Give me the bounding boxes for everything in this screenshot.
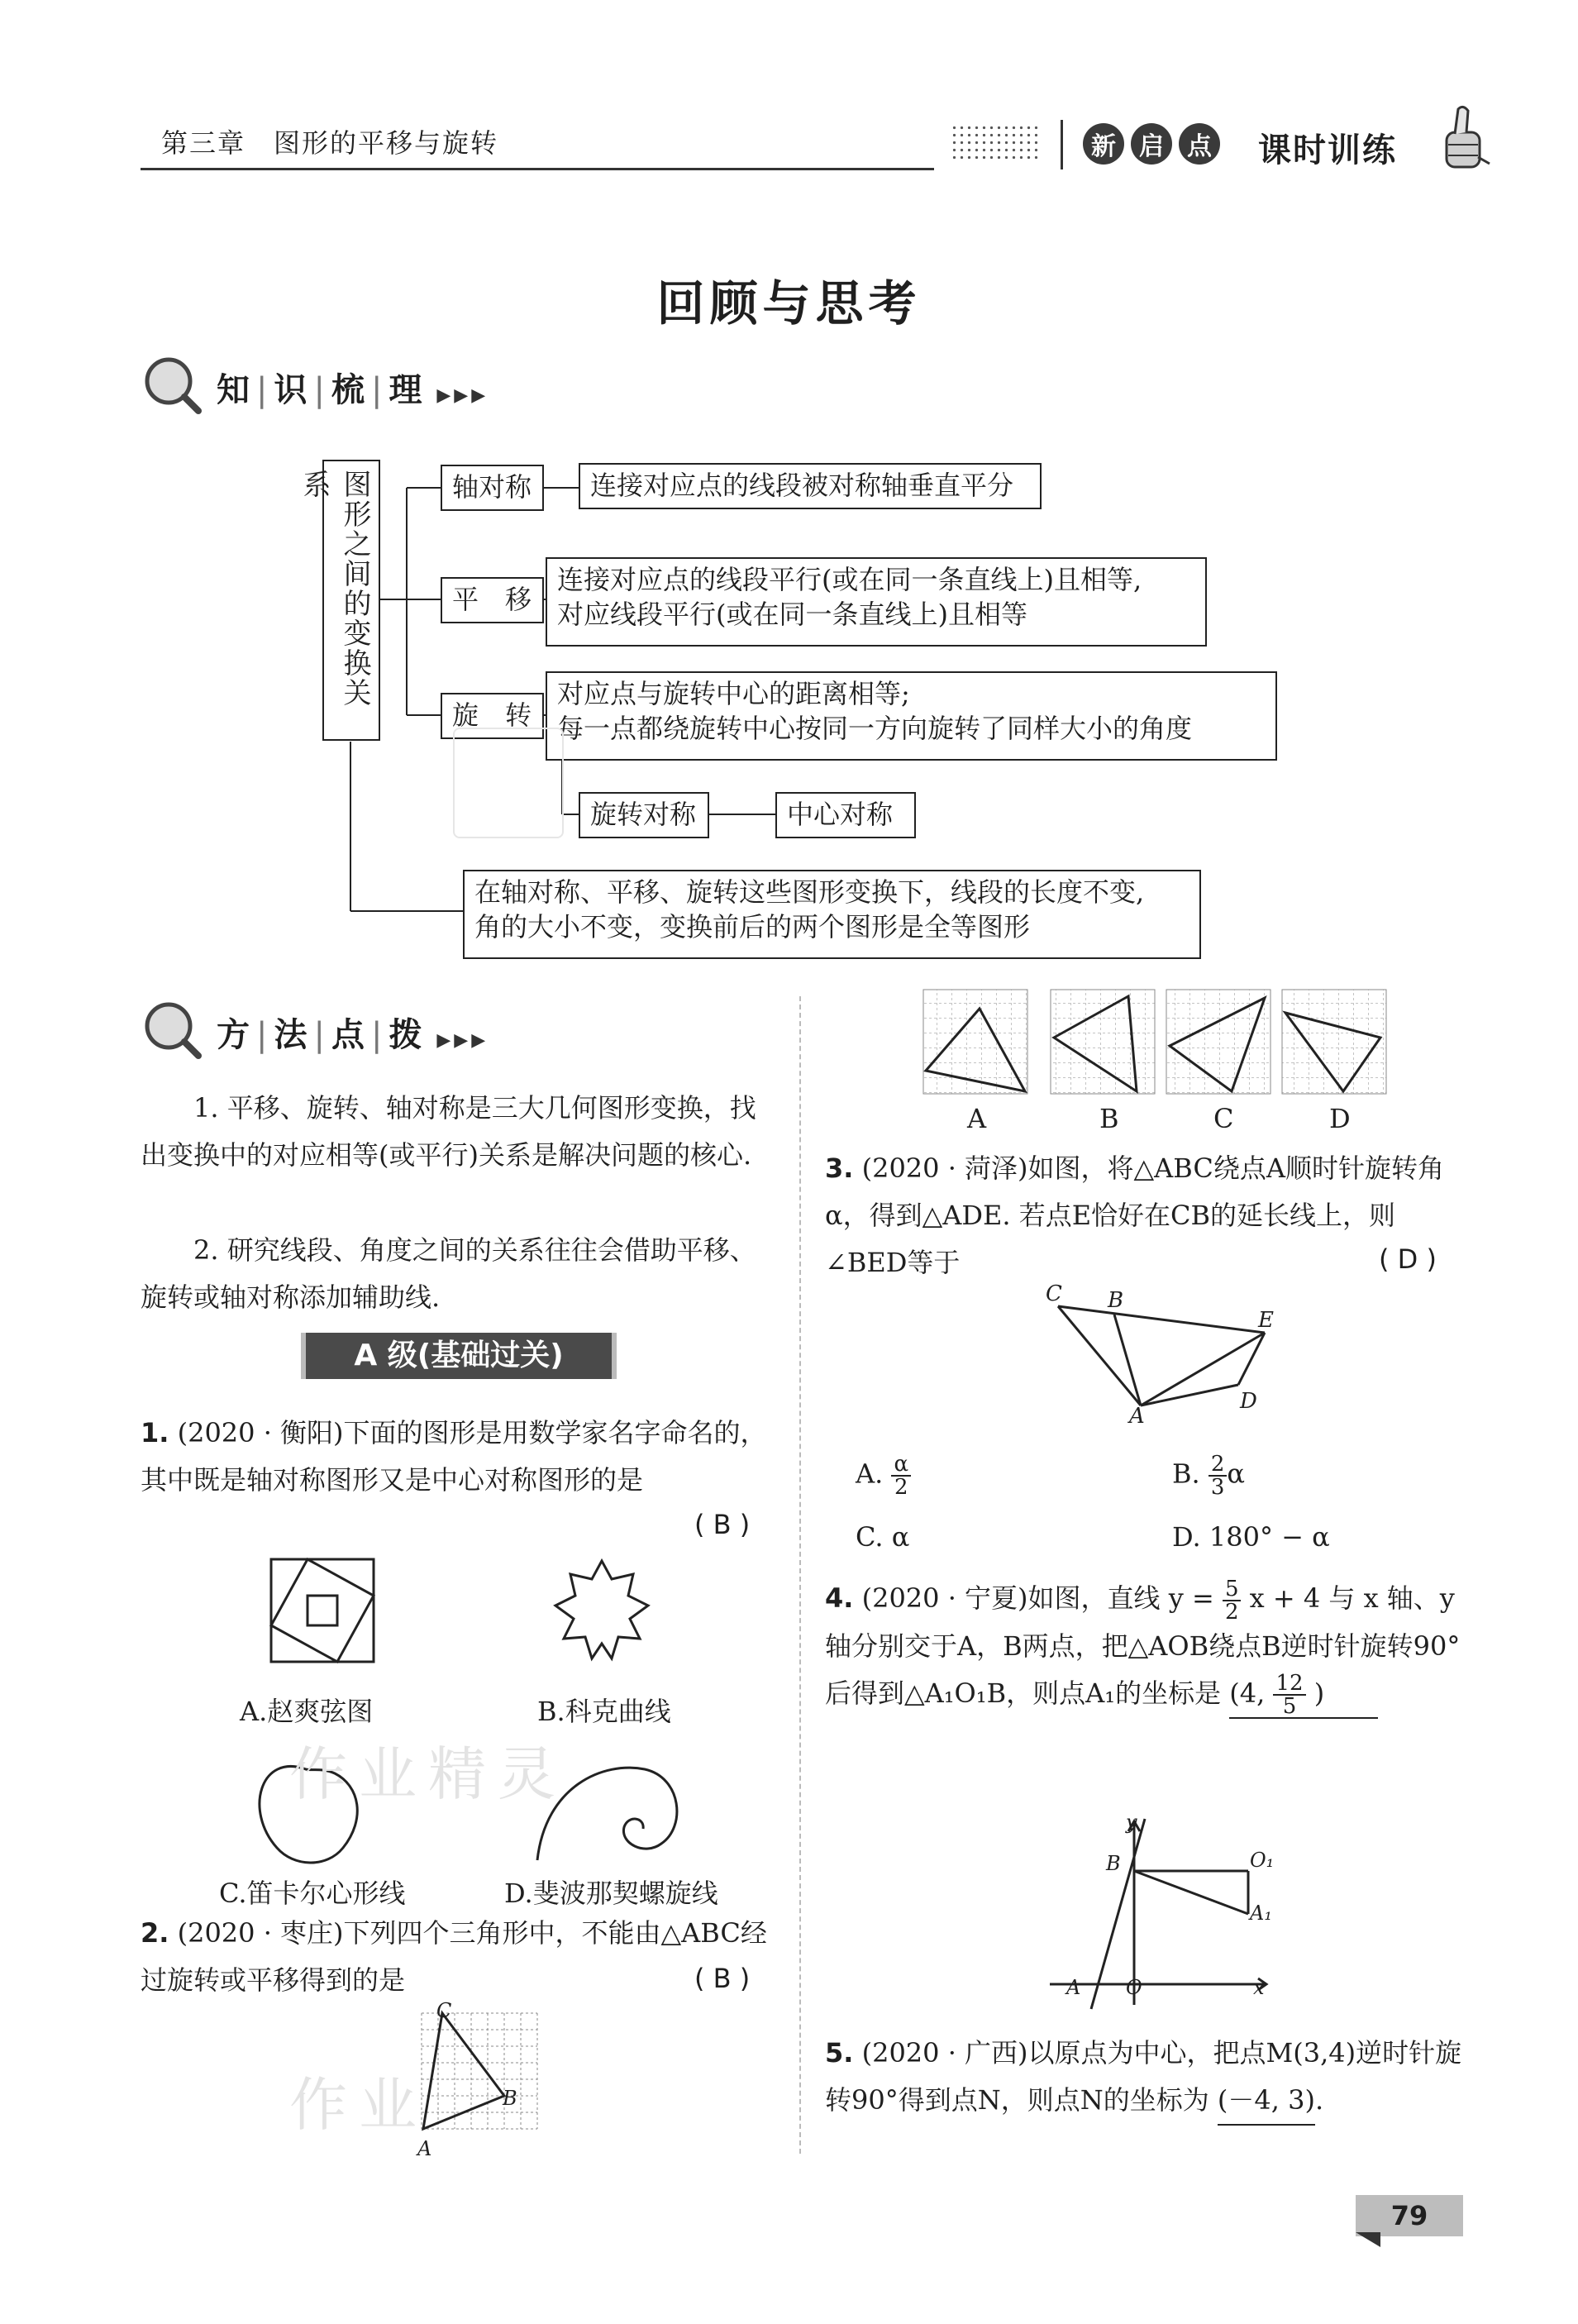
brand-char-2: 启: [1131, 123, 1172, 165]
section1-char-1: 知: [217, 371, 251, 409]
q2-number: 2.: [141, 1917, 169, 1949]
q3-text: (2020 · 菏泽)如图，将△ABC绕点A顺时针旋转角α，得到△ADE. 若点E恰好在CB的延长线上，则∠BED等于: [825, 1152, 1444, 1278]
brand-char-1: 新: [1083, 123, 1124, 165]
q3-opt-b-num: 2: [1209, 1453, 1228, 1477]
brand-char-3: 点: [1179, 123, 1220, 165]
q3-opt-a-den: 2: [894, 1475, 908, 1500]
section2-char-4: 拨: [389, 1016, 424, 1054]
q3-option-d: D. 180° − α: [1172, 1521, 1330, 1553]
q2-choice-b: B: [1099, 1103, 1119, 1134]
method-paragraph-1: 1. 平移、旋转、轴对称是三大几何图形变换，找出变换中的对应相等(或平行)关系是解决问题的核心.: [141, 1092, 756, 1171]
q4-label-b: B: [1106, 1852, 1121, 1875]
section2-char-1: 方: [217, 1016, 251, 1054]
q2-choice-c: C: [1213, 1103, 1234, 1134]
q4-text-b: x + 4 与 x 轴、y 轴分别交于A，B两点，把△AOB绕点B逆时针旋转90°后得到△A₁O₁B，则点A₁的坐标是: [825, 1582, 1461, 1709]
q2-label-a: A: [417, 2137, 432, 2160]
question-1: [141, 1410, 777, 1504]
question-3: [825, 1145, 1466, 1286]
q4-label-a1: A₁: [1250, 1902, 1272, 1925]
concept-axis-desc: 连接对应点的线段被对称轴垂直平分: [579, 463, 1042, 509]
q3-opt-a-label: A.: [856, 1458, 884, 1490]
q4-answer: [1229, 1670, 1378, 1720]
q4-label-o1: O₁: [1250, 1849, 1275, 1872]
column-divider: [799, 996, 801, 2154]
q4-label-a: A: [1066, 1976, 1081, 1999]
watermark-1: 作业精灵: [289, 1740, 567, 1808]
q5-text: (2020 · 广西)以原点为中心，把点M(3,4)逆时针旋转90°得到点N，则点N的坐标为: [825, 2037, 1462, 2116]
section2-char-2: 法: [274, 1016, 309, 1054]
translate-desc-line1: 连接对应点的线段平行(或在同一条直线上)且相等,: [557, 564, 1142, 595]
level-a-banner: A 级(基础过关): [306, 1333, 612, 1379]
q4-text-a: (2020 · 宁夏)如图，直线 y =: [861, 1582, 1214, 1614]
q2-choice-d: D: [1329, 1103, 1351, 1134]
q3-opt-b-den: 3: [1210, 1475, 1225, 1500]
q3-label-b: B: [1108, 1288, 1124, 1313]
question-5: 5. (2020 · 广西)以原点为中心，把点M(3,4)逆时针旋转90°得到点N，则点N的坐标为 (－4, 3).: [825, 2030, 1466, 2126]
q1-option-c: C.笛卡尔心形线: [219, 1878, 406, 1909]
q3-opt-b-frac: [1209, 1453, 1228, 1498]
concept-translate-label: 平 移: [441, 577, 544, 623]
q2-choice-figures: [922, 988, 1401, 1095]
concept-axis-label: 轴对称: [441, 465, 544, 511]
section-knowledge-title: 知 | 识 | 梳 | 理 ▶▶▶: [217, 371, 489, 409]
summary-line1: 在轴对称、平移、旋转这些图形变换下，线段的长度不变,: [474, 876, 1145, 908]
q3-option-b: [1172, 1453, 1245, 1498]
q1-option-d: D.斐波那契螺旋线: [504, 1878, 718, 1909]
concept-root: 图形之间的变换关系: [322, 460, 380, 741]
q3-label-c: C: [1046, 1281, 1062, 1306]
summary-line2: 角的大小不变，变换前后的两个图形是全等图形: [474, 911, 1031, 942]
q4-ans-a: (4,: [1229, 1677, 1266, 1709]
section1-char-3: 梳: [331, 371, 366, 409]
concept-translate-desc: [546, 557, 1207, 647]
q5-answer: (－4, 3): [1218, 2077, 1315, 2126]
q1-answer: ( B ): [694, 1509, 751, 1540]
q4-label-y: y: [1126, 1811, 1137, 1834]
q1-number: 1.: [141, 1417, 169, 1448]
concept-rotate-label: 旋 转: [441, 693, 544, 739]
section1-char-2: 识: [274, 371, 309, 409]
q1-text: (2020 · 衡阳)下面的图形是用数学家名字命名的，其中既是轴对称图形又是中心对称图形的是: [141, 1417, 767, 1496]
q3-opt-b-label: B.: [1172, 1458, 1200, 1490]
q3-label-d: D: [1240, 1389, 1257, 1414]
q4-ans-num: 12: [1273, 1673, 1305, 1696]
zhao-shuang-figure: [265, 1553, 380, 1668]
section2-arrows: ▶▶▶: [436, 1030, 489, 1051]
q4-ans-b: ): [1313, 1677, 1325, 1709]
koch-curve-figure: [544, 1554, 660, 1670]
q2-choice-a: A: [967, 1103, 987, 1134]
page-title: 回顾与思考: [656, 275, 922, 332]
q4-number: 4.: [825, 1582, 854, 1614]
q3-option-c: C. α: [856, 1521, 910, 1553]
rotate-desc-line2: 每一点都绕旋转中心按同一方向旋转了同样大小的角度: [557, 713, 1193, 744]
watermark-stamp: [453, 728, 564, 838]
q2-text: (2020 · 枣庄)下列四个三角形中，不能由△ABC经过旋转或平移得到的是: [141, 1917, 767, 1996]
section1-arrows: ▶▶▶: [436, 385, 489, 406]
q1-option-b: B.科克曲线: [537, 1696, 671, 1727]
q1-option-a: A.赵爽弦图: [240, 1696, 374, 1727]
section1-char-4: 理: [389, 371, 424, 409]
rotate-desc-line1: 对应点与旋转中心的距离相等;: [557, 678, 910, 709]
q4-label-x: x: [1253, 1976, 1265, 1999]
chapter-header: 第三章 图形的平移与旋转: [161, 127, 499, 159]
q4-label-o: O: [1126, 1976, 1142, 1999]
q3-opt-a-frac: [891, 1453, 911, 1498]
page-number: 79: [1356, 2195, 1463, 2236]
q4-ans-den: 5: [1282, 1694, 1297, 1719]
concept-central-symmetry: 中心对称: [775, 792, 916, 838]
q2-label-c: C: [436, 1999, 452, 2022]
question-2: [141, 1910, 777, 2004]
section2-char-3: 点: [331, 1016, 366, 1054]
q4-ans-frac: [1273, 1673, 1305, 1717]
method-paragraph-2: 2. 研究线段、角度之间的关系往往会借助平移、旋转或轴对称添加辅助线.: [141, 1234, 756, 1313]
q3-label-e: E: [1258, 1308, 1274, 1333]
concept-rotational-symmetry: 旋转对称: [579, 792, 709, 838]
q2-answer: ( B ): [694, 1963, 751, 1994]
q3-opt-a-num: α: [891, 1453, 911, 1477]
q2-label-b: B: [503, 2087, 517, 2110]
q4-slope-frac: [1223, 1578, 1242, 1623]
q3-option-a: [856, 1453, 911, 1498]
q5-number: 5.: [825, 2037, 854, 2069]
watermark-2: 作业: [289, 2071, 428, 2139]
concept-rotate-desc: [546, 671, 1277, 761]
q3-label-a: A: [1129, 1404, 1145, 1429]
q4-frac-den: 2: [1224, 1599, 1239, 1625]
q3-answer: ( D ): [1379, 1243, 1437, 1275]
concept-summary: [463, 870, 1201, 959]
q3-opt-b-tail: α: [1227, 1458, 1246, 1490]
page-tab-corner: [1356, 2232, 1380, 2249]
q3-number: 3.: [825, 1152, 854, 1184]
q2-grid-figure: [413, 2005, 546, 2137]
q4-frac-num: 5: [1223, 1578, 1242, 1601]
translate-desc-line2: 对应线段平行(或在同一条直线上)且相等: [557, 599, 1027, 630]
magnifier-icon: [139, 996, 205, 1062]
section-method-title: 方 | 法 | 点 | 拨 ▶▶▶: [217, 1016, 489, 1054]
brand-text: 课时训练: [1258, 131, 1397, 169]
question-4: [825, 1575, 1466, 1719]
